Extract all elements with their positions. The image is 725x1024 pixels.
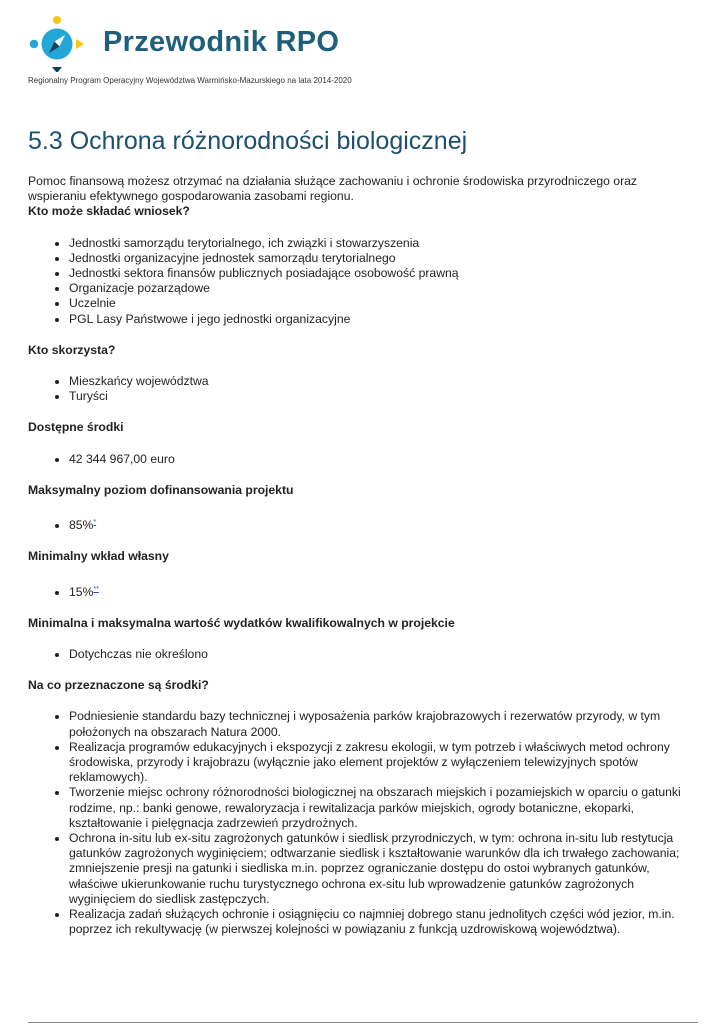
eligible-list <box>28 647 698 662</box>
max-cofinancing-label: Maksymalny poziom dofinansowania projektu <box>28 482 294 497</box>
list-item: • Jednostki sektora finansów publicznych posiadające osobowość prawną <box>69 266 698 281</box>
list-item: • Organizacje pozarządowe <box>69 281 698 296</box>
purpose-list <box>28 709 698 937</box>
list-item <box>69 581 698 600</box>
beneficiaries-list <box>28 374 698 404</box>
eligible-label: Minimalna i maksymalna wartość wydatków kwalifikowalnych w projekcie <box>28 615 455 630</box>
beneficiaries-label: Kto skorzysta? <box>28 342 116 357</box>
list-item <box>69 514 698 533</box>
max-cofinancing-list <box>28 514 698 533</box>
list-item: • PGL Lasy Państwowe i jego jednostki organizacyjne <box>69 312 698 327</box>
list-item: • 42 344 967,00 euro <box>69 452 698 467</box>
brand-name-first-letter: P <box>103 26 123 58</box>
brand-name-rest: rzewodnik RPO <box>122 26 340 58</box>
applicants-list <box>28 236 698 327</box>
funds-list <box>28 452 698 467</box>
footnote-link[interactable]: * <box>93 519 97 527</box>
list-item: • Tworzenie miejsc ochrony różnorodności biologicznej na obszarach miejskich i pozamiejskich w oparciu o gatunki rodzime, np.: banki genowe, rewaloryzacja i rewitalizacja parków miejskich, ogrody botaniczne, ekoparki, kształtowanie i pielęgnacja zadrzewień przydrożnych. <box>69 785 698 831</box>
list-item: • Mieszkańcy województwa <box>69 374 698 389</box>
page-title: 5.3 Ochrona różnorodności biologicznej <box>28 127 468 155</box>
max-cofinancing-value: 85% <box>69 518 94 533</box>
applicants-label: Kto może składać wniosek? <box>28 204 190 219</box>
list-item: • Dotychczas nie określono <box>69 647 698 662</box>
footer-divider <box>28 1022 698 1023</box>
footnote-link[interactable]: ** <box>93 585 99 593</box>
min-own-value: 15% <box>69 584 94 599</box>
min-own-label: Minimalny wkład własny <box>28 549 169 564</box>
list-item: • Realizacja programów edukacyjnych i ekspozycji z zakresu ekologii, w tym potrzeb i właściwych metod ochrony środowiska, przyrody i krajobrazu (wyłącznie jako element projektów z wyłączeniem telewizyjnych spotów reklamowych). <box>69 740 698 786</box>
header <box>28 14 708 74</box>
program-subtitle: Regionalny Program Operacyjny Województwa Warmińsko-Mazurskiego na lata 2014-2020 <box>28 76 352 85</box>
list-item: • Turyści <box>69 389 698 404</box>
funds-label: Dostępne środki <box>28 420 124 435</box>
purpose-label: Na co przeznaczone są środki? <box>28 678 209 693</box>
brand-name <box>103 26 339 59</box>
list-item: • Jednostki organizacyjne jednostek samorządu terytorialnego <box>69 251 698 266</box>
compass-logo-icon <box>28 14 86 72</box>
list-item: • Uczelnie <box>69 296 698 311</box>
intro-text: Pomoc finansową możesz otrzymać na działania służące zachowaniu i ochronie środowiska przyrodniczego oraz wspieraniu efektywnego gospodarowania zasobami regionu. <box>28 174 637 204</box>
main-content <box>28 174 698 937</box>
list-item: • Jednostki samorządu terytorialnego, ich związki i stowarzyszenia <box>69 236 698 251</box>
list-item: • Ochrona in-situ lub ex-situ zagrożonych gatunków i siedlisk przyrodniczych, w tym: ochrona in-situ lub restytucja gatunków zagrożonych wyginięciem; odtwarzanie siedlisk i kształtowanie warunków dla ich trwałego zachowania; zmniejszenie presji na gatunki i siedliska m.in. poprzez ograniczanie dostępu do ostoi wybranych gatunków, właściwe ukierunkowanie ruchu turystycznego ochrona ex-situ lub wprowadzenie gatunków zagrożonych wyginięciem do siedlisk zastępczych. <box>69 831 698 907</box>
list-item: • Realizacja zadań służących ochronie i osiągnięciu co najmniej dobrego stanu jednolitych części wód jezior, m.in. poprzez ich rekultywację (w pierwszej kolejności w powiązaniu z funkcją uzdrowiskową województwa). <box>69 907 698 937</box>
list-item: • Podniesienie standardu bazy technicznej i wyposażenia parków krajobrazowych i rezerwatów przyrody, w tym położonych na obszarach Natura 2000. <box>69 709 698 739</box>
min-own-list <box>28 581 698 600</box>
